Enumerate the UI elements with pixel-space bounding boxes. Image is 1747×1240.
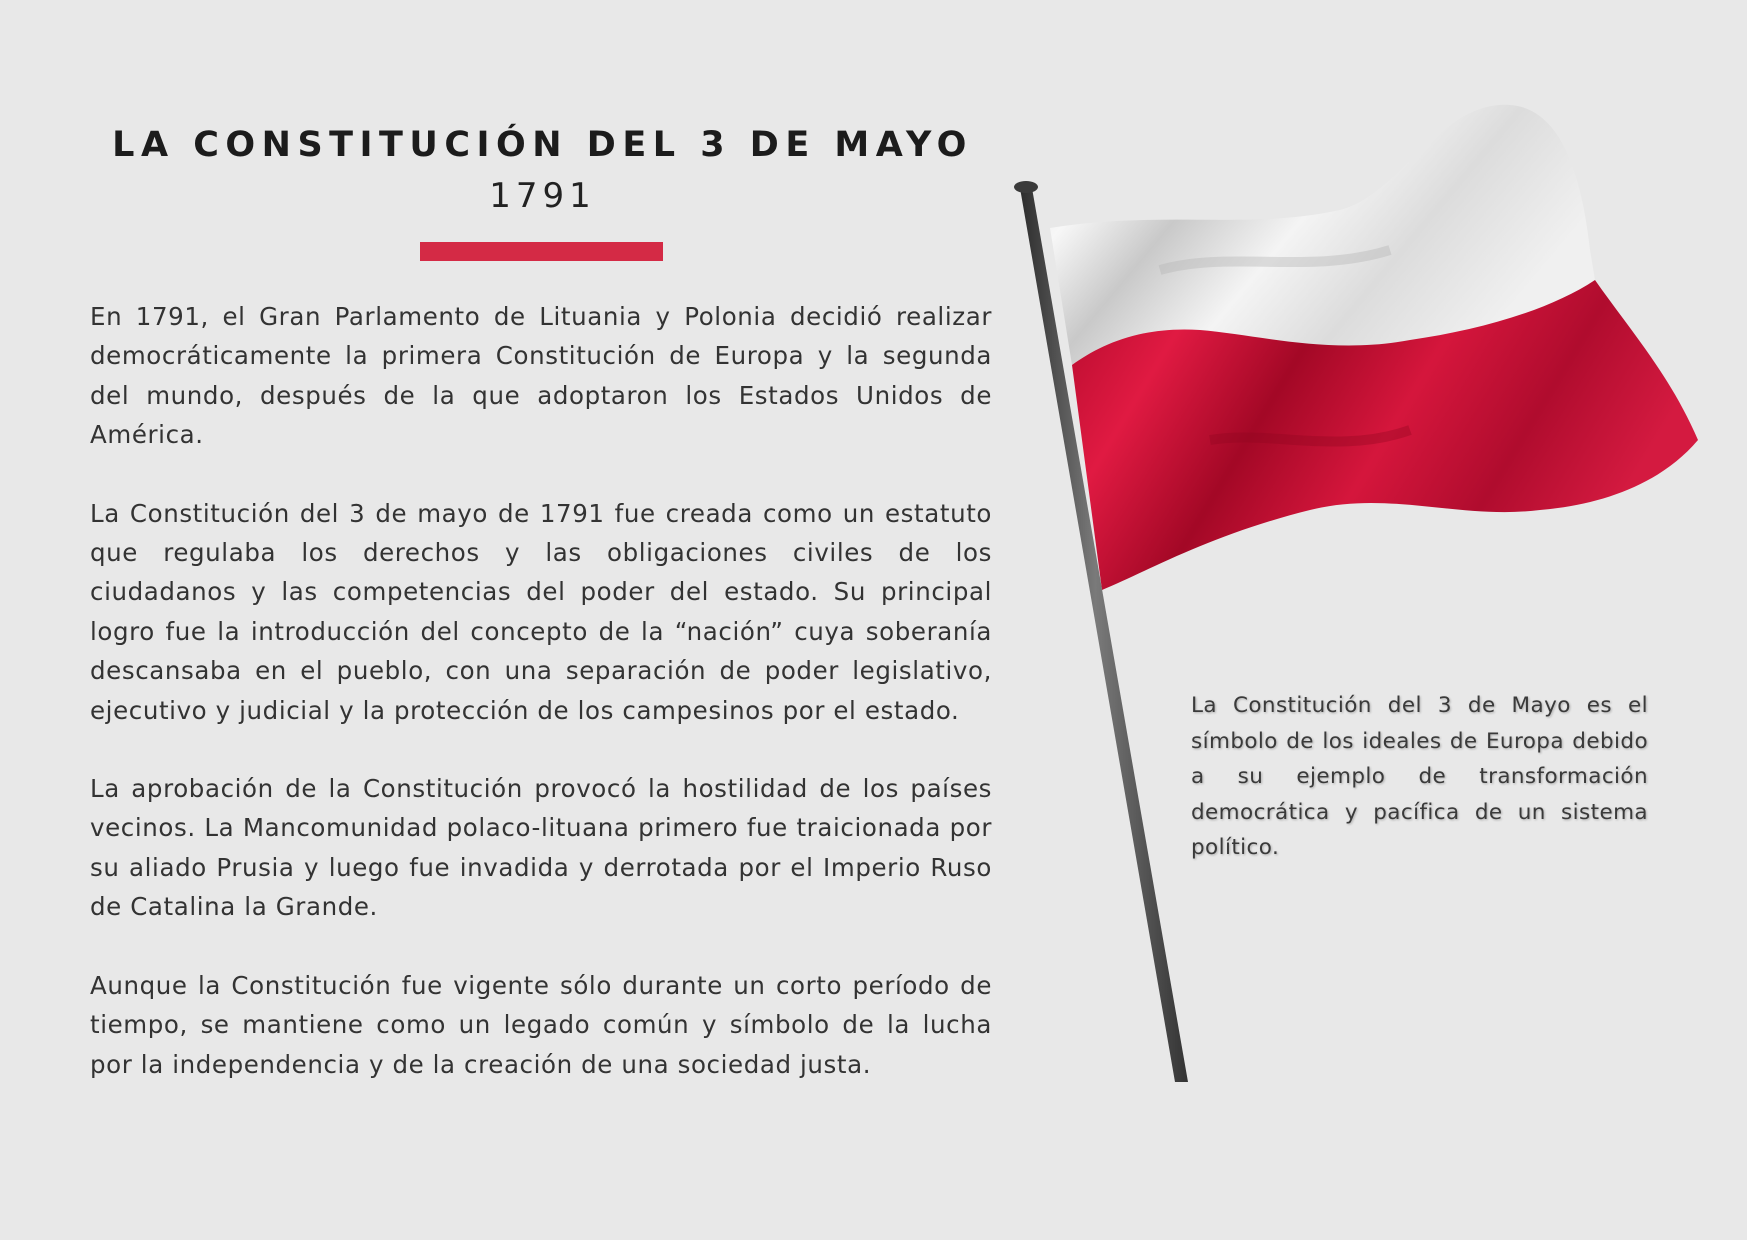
flag-illustration [1010, 100, 1700, 1090]
paragraph-1: En 1791, el Gran Parlamento de Lituania y Polonia decidió realizar democráticamente la primera Constitución de Europa y la segunda del mundo, después de la que adoptaron los Estados Unidos de América. [90, 302, 992, 450]
paragraph-4: Aunque la Constitución fue vigente sólo durante un corto período de tiempo, se mantiene como un legado común y símbolo de la lucha por la independencia y de la creación de una sociedad justa. [90, 970, 992, 1079]
paragraph-3: La aprobación de la Constitución provocó la hostilidad de los países vecinos. La Mancomunidad polaco-lituana primero fue traicionada por su aliado Prusia y luego fue invadida y derrotada por el Imperio Ruso de Catalina la Grande. [90, 774, 992, 922]
page-subtitle-year: 1791 [489, 176, 596, 216]
polish-flag-icon [1010, 100, 1700, 1090]
accent-divider [420, 242, 663, 261]
flag-pole-finial [1014, 181, 1038, 193]
paragraph-2: La Constitución del 3 de mayo de 1791 fue creada como un estatuto que regulaba los derechos y las obligaciones civiles de los ciudadanos y las competencias del poder del estado. Su principal logro fue la introducción del concepto de la “nación” cuya soberanía descansaba en el pueblo, con una separación de poder legislativo, ejecutivo y judicial y la protección de los campesinos por el estado. [90, 498, 992, 725]
flag-caption: La Constitución del 3 de Mayo es el símbolo de los ideales de Europa debido a su ejemplo de transformación democrática y pacífica de un sistema político. [1191, 693, 1648, 860]
page-title: LA CONSTITUCIÓN DEL 3 DE MAYO [112, 125, 973, 166]
body-text [90, 297, 992, 1123]
